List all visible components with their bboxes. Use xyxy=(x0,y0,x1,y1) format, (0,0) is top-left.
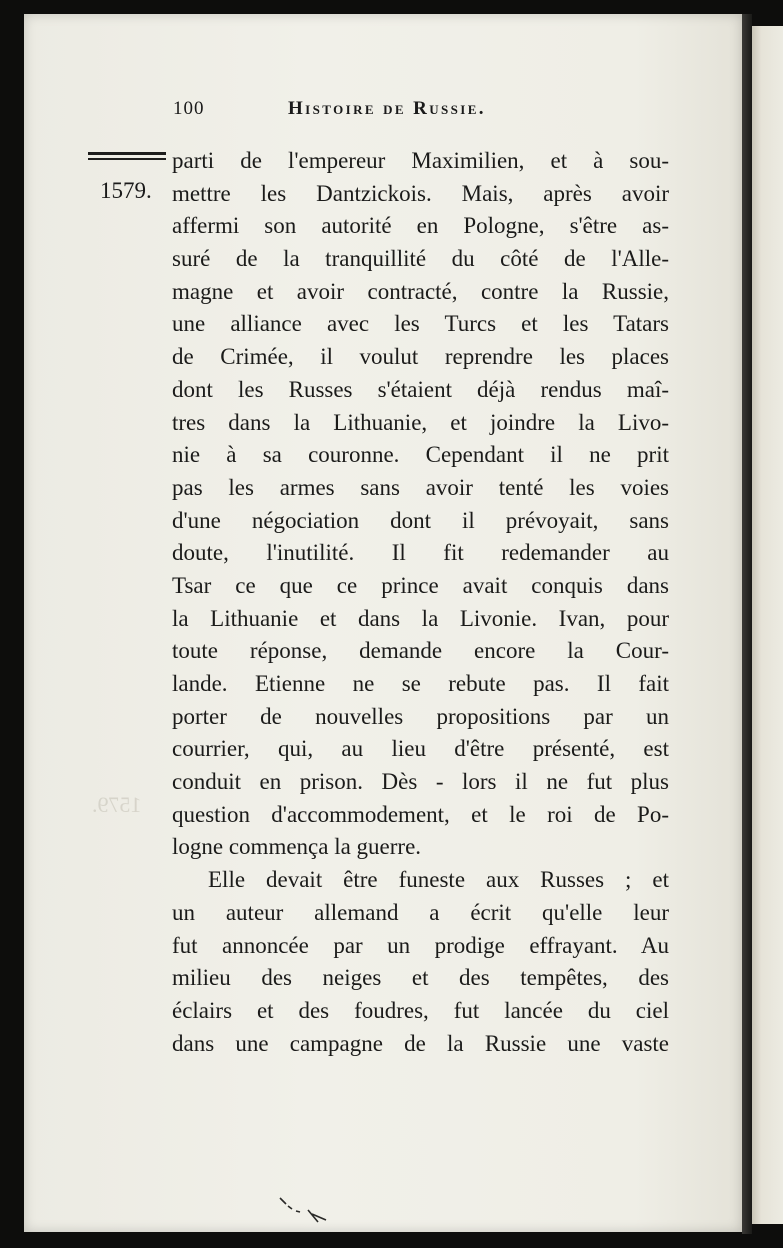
body-text xyxy=(172,145,669,1060)
text-line: éclairs et des foudres, fut lancée du ciel xyxy=(172,997,669,1023)
text-line: toute réponse, demande encore la Cour- xyxy=(172,638,669,664)
text-line: fut annoncée par un prodige effrayant. Au xyxy=(172,932,669,958)
text-line: porter de nouvelles propositions par un xyxy=(172,703,669,729)
paragraph-last-line: logne commença la guerre. xyxy=(172,834,422,860)
text-line: mettre les Dantzickois. Mais, après avoir xyxy=(172,180,669,206)
text-line: magne et avoir contracté, contre la Russie, xyxy=(172,278,669,304)
text-line: doute, l'inutilité. Il fit redemander au xyxy=(172,540,669,566)
show-through-year: 1579. xyxy=(92,792,142,817)
text-line: Tsar ce que ce prince avait conquis dans xyxy=(172,572,669,598)
text-line: question d'accommodement, et le roi de Po- xyxy=(172,801,669,827)
paragraph-first-line: Elle devait être funeste aux Russes ; et xyxy=(208,867,669,893)
page-number: 100 xyxy=(173,98,205,119)
binding-gutter xyxy=(742,14,752,1234)
running-title: Histoire de Russie. xyxy=(288,98,486,119)
margin-year-note: 1579. xyxy=(100,178,152,203)
text-line: un auteur allemand a écrit qu'elle leur xyxy=(172,899,669,925)
text-line: dans une campagne de la Russie une vaste xyxy=(172,1030,669,1056)
facing-page-edge xyxy=(752,26,783,1224)
text-line: une alliance avec les Turcs et les Tatars xyxy=(172,311,669,337)
text-line: affermi son autorité en Pologne, s'être as- xyxy=(172,213,669,239)
text-line: parti de l'empereur Maximilien, et à sou- xyxy=(172,148,669,173)
text-line: suré de la tranquillité du côté de l'Alle- xyxy=(172,246,669,272)
text-line: tres dans la Lithuanie, et joindre la Livo- xyxy=(172,409,669,435)
text-line: conduit en prison. Dès - lors il ne fut plus xyxy=(172,769,669,795)
text-line: nie à sa couronne. Cependant il ne prit xyxy=(172,442,669,468)
text-line: dont les Russes s'étaient déjà rendus maî- xyxy=(172,376,669,402)
margin-rule xyxy=(88,152,166,155)
text-line: de Crimée, il voulut reprendre les places xyxy=(172,344,669,370)
text-line: la Lithuanie et dans la Livonie. Ivan, pour xyxy=(172,605,669,631)
printer-mark-icon xyxy=(278,1196,338,1226)
text-line: d'une négociation dont il prévoyait, sans xyxy=(172,507,669,533)
running-header xyxy=(0,98,783,128)
text-line: courrier, qui, au lieu d'être présenté, est xyxy=(172,736,669,762)
margin-rule-thin xyxy=(88,158,166,160)
text-line: lande. Etienne ne se rebute pas. Il fait xyxy=(172,671,669,696)
text-line: milieu des neiges et des tempêtes, des xyxy=(172,965,669,991)
text-line: pas les armes sans avoir tenté les voies xyxy=(172,474,669,500)
